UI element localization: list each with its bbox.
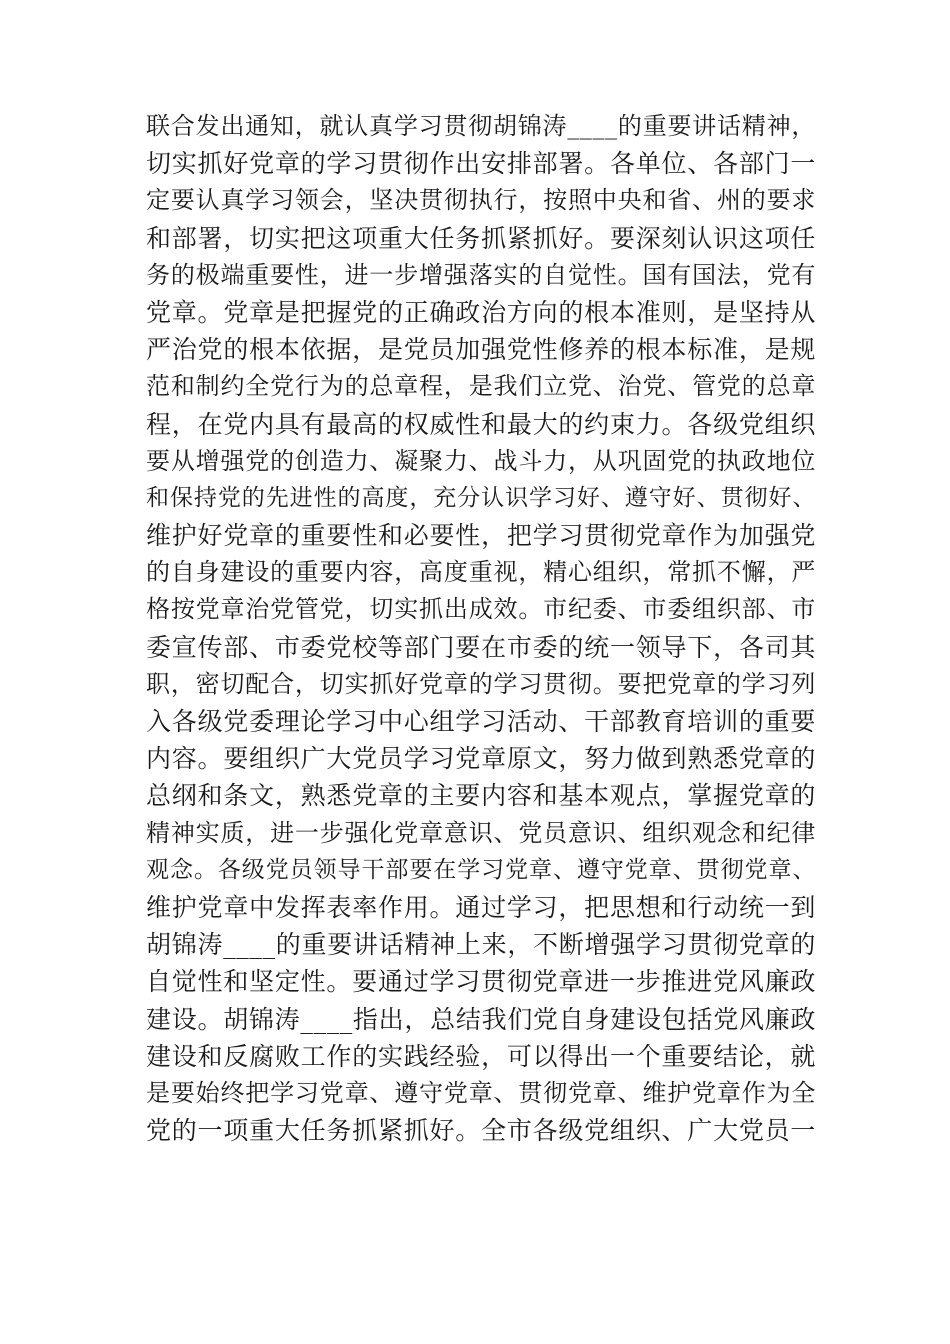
text-line: 格按党章治党管党，切实抓出成效。市纪委、市委组织部、市 xyxy=(146,595,816,624)
text-line: 的自身建设的重要内容，高度重视，精心组织，常抓不懈，严 xyxy=(146,558,816,587)
text-line: 和保持党的先进性的高度，充分认识学习好、遵守好、贯彻好、 xyxy=(146,484,816,511)
text-line: 严治党的根本依据，是党员加强党性修养的根本标准，是规 xyxy=(146,335,816,365)
text-line: 胡锦涛____的重要讲话精神上来，不断增强学习贯彻党章的 xyxy=(146,930,816,960)
text-line: 务的极端重要性，进一步增强落实的自觉性。国有国法，党有 xyxy=(146,260,816,289)
text-line: 委宣传部、市委党校等部门要在市委的统一领导下，各司其 xyxy=(146,632,816,662)
text-line: 是要始终把学习党章、遵守党章、贯彻党章、维护党章作为全 xyxy=(146,1078,816,1107)
body-text xyxy=(146,108,816,1149)
text-line: 切实抓好党章的学习贯彻作出安排部署。各单位、各部门一 xyxy=(146,149,816,179)
text-line: 党章。党章是把握党的正确政治方向的根本准则，是坚持从 xyxy=(146,297,816,327)
text-line: 定要认真学习领会，坚决贯彻执行，按照中央和省、州的要求 xyxy=(146,186,816,215)
text-line: 党的一项重大任务抓紧抓好。全市各级党组织、广大党员一 xyxy=(146,1116,816,1146)
text-line: 职，密切配合，切实抓好党章的学习贯彻。要把党章的学习列 xyxy=(146,669,816,698)
text-line: 维护党章中发挥表率作用。通过学习，把思想和行动统一到 xyxy=(146,892,816,922)
text-line: 维护好党章的重要性和必要性，把学习贯彻党章作为加强党 xyxy=(146,521,816,551)
text-line: 和部署，切实把这项重大任务抓紧抓好。要深刻认识这项任 xyxy=(146,223,816,253)
text-line: 观念。各级党员领导干部要在学习党章、遵守党章、贯彻党章、 xyxy=(146,856,816,883)
text-line: 入各级党委理论学习中心组学习活动、干部教育培训的重要 xyxy=(146,707,816,736)
text-line: 内容。要组织广大党员学习党章原文，努力做到熟悉党章的 xyxy=(146,744,816,774)
text-line: 自觉性和坚定性。要通过学习贯彻党章进一步推进党风廉政 xyxy=(146,967,816,997)
text-line: 精神实质，进一步强化党章意识、党员意识、组织观念和纪律 xyxy=(146,818,816,847)
text-line: 总纲和条文，熟悉党章的主要内容和基本观点，掌握党章的 xyxy=(146,781,816,811)
text-line: 要从增强党的创造力、凝聚力、战斗力，从巩固党的执政地位 xyxy=(146,446,816,475)
text-line: 范和制约全党行为的总章程，是我们立党、治党、管党的总章 xyxy=(146,372,816,401)
text-line: 建设和反腐败工作的实践经验，可以得出一个重要结论，就 xyxy=(146,1041,816,1071)
text-line: 联合发出通知，就认真学习贯彻胡锦涛____的重要讲话精神， xyxy=(146,112,816,140)
text-line: 建设。胡锦涛____指出，总结我们党自身建设包括党风廉政 xyxy=(146,1004,816,1034)
text-line: 程，在党内具有最高的权威性和最大的约束力。各级党组织 xyxy=(146,409,816,439)
